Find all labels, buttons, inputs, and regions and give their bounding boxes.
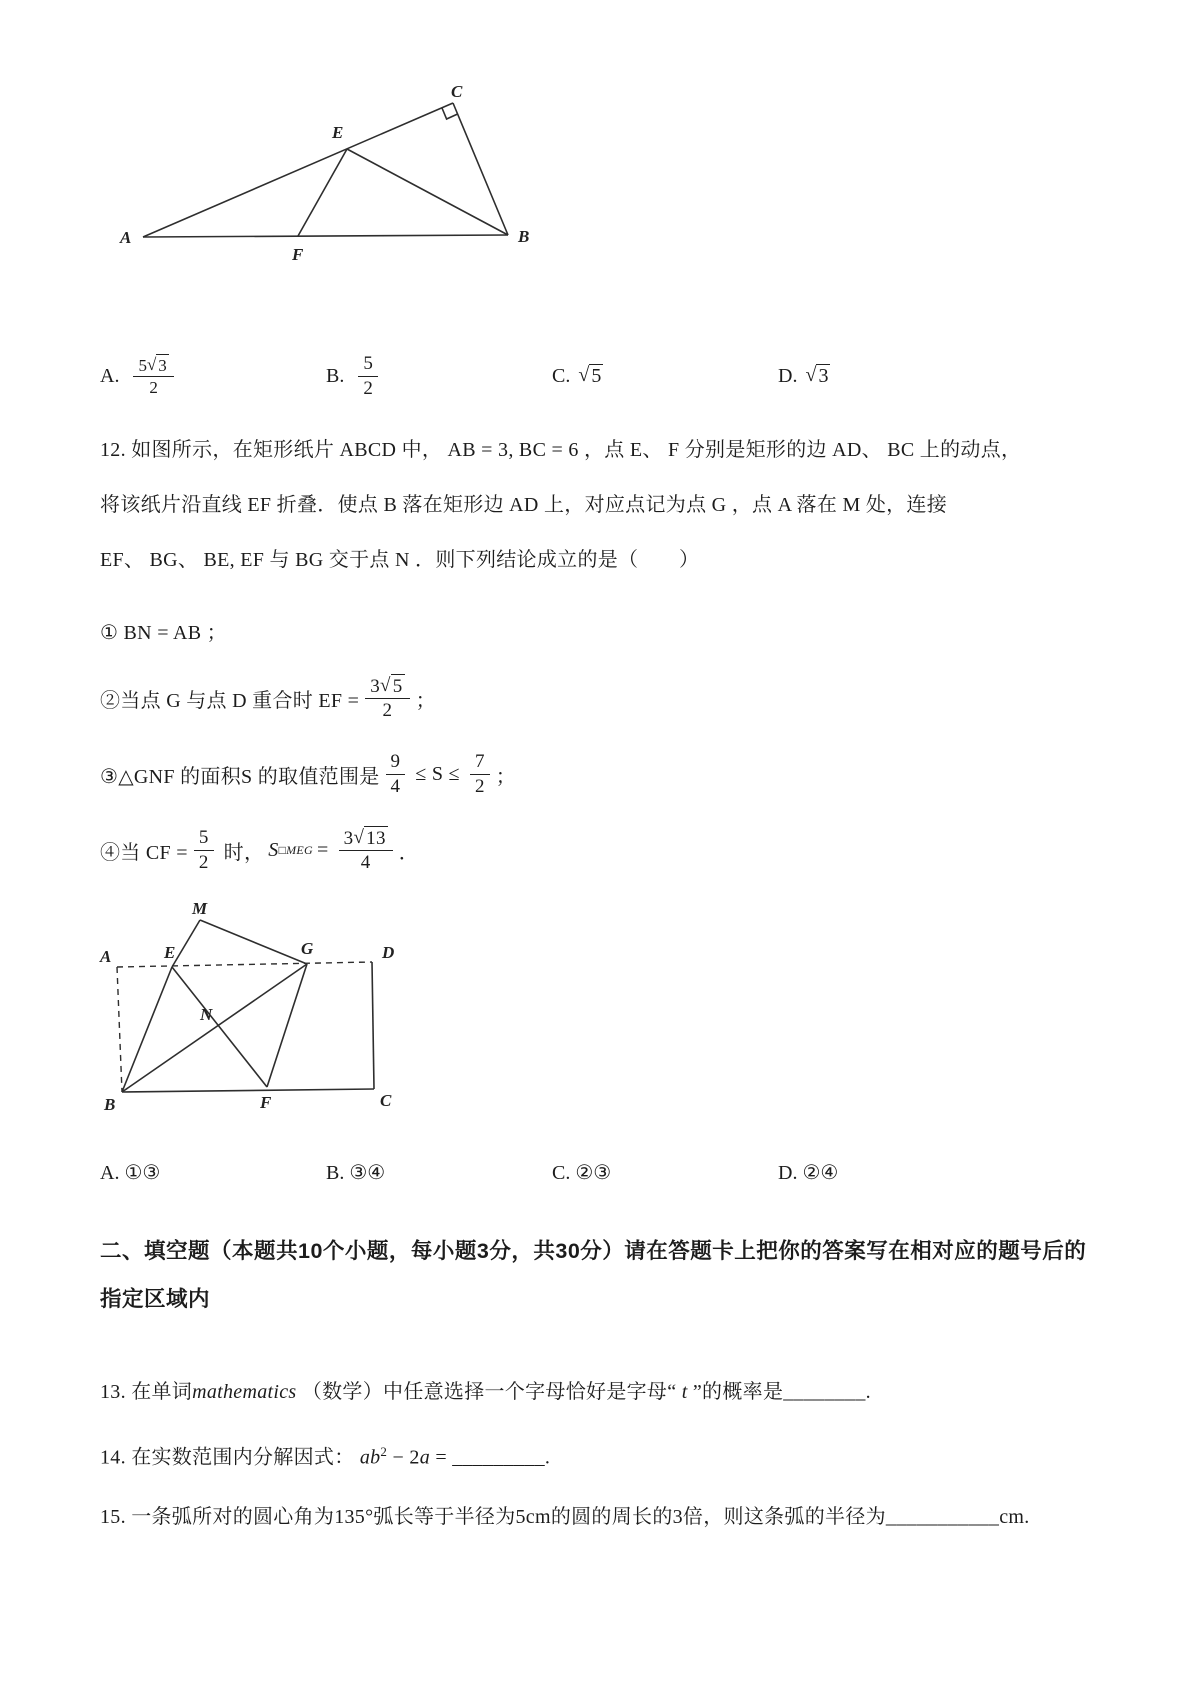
q14-minus: − 2 bbox=[387, 1446, 420, 1469]
statement-4-mid: 时， bbox=[223, 841, 265, 864]
statement-3-pre: ③△GNF 的面积S 的取值范围是 bbox=[100, 765, 380, 788]
fraction-numerator bbox=[365, 674, 409, 700]
q15-text: 15. 一条弧所对的圆心角为135°弧长等于半径为5cm的圆的周长的3倍，则这条弧的半径为___________cm. bbox=[100, 1505, 1030, 1528]
q14-term-a: a bbox=[419, 1446, 431, 1469]
radicand: √ 3 bbox=[818, 365, 829, 388]
statement-3-fraction-1 bbox=[386, 750, 406, 799]
fig2-label-D: D bbox=[382, 943, 395, 962]
radicand: √ 3 bbox=[158, 356, 167, 375]
q12-option-b bbox=[326, 1160, 552, 1185]
rect-edge-DC bbox=[372, 962, 374, 1089]
fraction-denominator: 4 bbox=[360, 852, 371, 874]
segment-EF bbox=[172, 967, 267, 1087]
option-b-label: B. bbox=[326, 364, 345, 387]
fig2-label-B: B bbox=[104, 1095, 116, 1114]
fig1-label-E: E bbox=[332, 123, 344, 142]
q12-statement-2 bbox=[100, 674, 1100, 724]
fraction-numerator: 9 bbox=[386, 750, 406, 775]
option-a-label: A. bbox=[100, 364, 120, 387]
option-a-fraction bbox=[133, 354, 173, 399]
fraction-numerator: 7 bbox=[470, 750, 490, 775]
fig2-label-G: G bbox=[301, 939, 314, 958]
q12-option-c bbox=[552, 1160, 778, 1185]
fig2-label-F: F bbox=[260, 1093, 272, 1112]
statement-2-pre: ②当点 G 与点 D 重合时 EF = bbox=[100, 689, 360, 712]
q13-post: ”的概率是________. bbox=[687, 1381, 871, 1403]
sqrt-radical bbox=[380, 674, 405, 699]
q12-line-2: 将该纸片沿直线 EF 折叠．使点 B 落在矩形边 AD 上，对应点记为点 G ，点 A 落在 M 处，连接 bbox=[100, 493, 948, 516]
question-13 bbox=[100, 1365, 1100, 1420]
option-a-text: A. ①③ bbox=[100, 1162, 161, 1184]
statement-4-pre: ④当 CF = bbox=[100, 841, 188, 864]
statement-3-post: ； bbox=[495, 765, 517, 788]
q12-option-d bbox=[778, 1160, 838, 1185]
radicand: √ 13 bbox=[366, 827, 386, 849]
option-b-fraction bbox=[358, 352, 378, 401]
fraction-denominator: 4 bbox=[390, 775, 401, 797]
option-d-radical bbox=[805, 364, 830, 388]
coef: 3 bbox=[370, 675, 381, 697]
q12-statement-4 bbox=[100, 826, 1100, 876]
fig1-label-B: B bbox=[518, 227, 530, 246]
rect-edge-AD bbox=[117, 962, 372, 967]
q11-option-d bbox=[778, 364, 830, 388]
fraction-denominator: 2 bbox=[149, 378, 158, 398]
coef: 3 bbox=[343, 827, 354, 849]
option-c-radical bbox=[578, 364, 603, 388]
q13-mid: （数学）中任意选择一个字母恰好是字母“ bbox=[296, 1381, 682, 1403]
fraction-numerator: 5 bbox=[358, 352, 378, 377]
statement-4-fraction-1 bbox=[194, 826, 214, 875]
radicand: √ 5 bbox=[591, 365, 602, 388]
fig1-label-A: A bbox=[120, 228, 132, 247]
q14-exponent: 2 bbox=[380, 1444, 388, 1459]
rect-edge-AB bbox=[117, 967, 122, 1092]
q12-line-1: 12. 如图所示，在矩形纸片 ABCD 中， AB = 3, BC = 6 ，点 E、 F 分别是矩形的边 AD、 BC 上的动点， bbox=[100, 438, 1022, 461]
segment-BG bbox=[122, 964, 307, 1092]
q12-line-3: EF、 BG、 BE, EF 与 BG 交于点 N ．则下列结论成立的是（ ） bbox=[100, 548, 700, 571]
q11-option-b bbox=[326, 352, 552, 401]
statement-2-post: ； bbox=[415, 689, 436, 712]
fig1-label-F: F bbox=[292, 245, 304, 264]
statement-4-fraction-2 bbox=[339, 826, 393, 876]
statement-2-fraction bbox=[365, 674, 409, 724]
segment-EB bbox=[122, 967, 172, 1092]
q12-statement-1 bbox=[100, 615, 1100, 647]
fig2-label-M: M bbox=[192, 902, 208, 918]
q12-statement-3 bbox=[100, 750, 1100, 799]
question-14 bbox=[100, 1424, 1100, 1486]
option-d-label: D. bbox=[778, 364, 798, 387]
q14-blank: = _________. bbox=[430, 1446, 551, 1469]
q12-option-a bbox=[100, 1160, 326, 1185]
q13-pre: 13. 在单词 bbox=[100, 1381, 193, 1403]
q14-term-ab: ab bbox=[359, 1446, 381, 1469]
q13-word-mathematics: mathematics bbox=[192, 1381, 297, 1403]
option-c-text: C. ②③ bbox=[552, 1162, 612, 1184]
area-subscript: □MEG bbox=[278, 842, 314, 857]
statement-3-fraction-2 bbox=[470, 750, 490, 799]
segment-GF bbox=[267, 964, 307, 1087]
option-d-text: D. ②④ bbox=[778, 1162, 839, 1184]
segment-ME bbox=[172, 920, 200, 967]
question-15 bbox=[100, 1490, 1100, 1545]
statement-3-inequality: ≤ S ≤ bbox=[415, 762, 460, 785]
radicand: √ 5 bbox=[392, 675, 403, 697]
option-c-label: C. bbox=[552, 364, 571, 387]
equals-sign: = bbox=[317, 838, 329, 861]
fig2-label-A: A bbox=[100, 947, 112, 966]
fraction-numerator bbox=[339, 826, 393, 852]
fraction-numerator bbox=[133, 354, 173, 377]
option-b-text: B. ③④ bbox=[326, 1162, 386, 1184]
edge-AC bbox=[143, 103, 453, 237]
area-symbol: S bbox=[268, 838, 279, 861]
fig2-label-E: E bbox=[164, 943, 176, 962]
fraction-denominator: 2 bbox=[363, 377, 373, 399]
q13-letter-t: t bbox=[681, 1381, 688, 1403]
section-2-header: 二、填空题（本题共10个小题，每小题3分，共30分）请在答题卡上把你的答案写在相对应的题号后的指定区域内 bbox=[100, 1239, 1087, 1311]
q14-pre: 14. 在实数范围内分解因式： bbox=[100, 1446, 355, 1469]
fig2-label-N: N bbox=[200, 1005, 213, 1024]
segment-EB bbox=[347, 149, 508, 235]
fraction-denominator: 2 bbox=[198, 851, 209, 873]
fraction-numerator: 5 bbox=[194, 826, 214, 851]
question-12 bbox=[100, 423, 1100, 588]
fraction-denominator: 2 bbox=[474, 775, 485, 797]
statement-4-post: ． bbox=[398, 841, 420, 864]
rect-edge-BC bbox=[122, 1089, 374, 1092]
edge-CB bbox=[453, 103, 508, 235]
fig1-label-C: C bbox=[451, 85, 463, 101]
coef: 5 bbox=[138, 356, 147, 375]
sqrt-radical bbox=[147, 354, 169, 376]
segment-MG bbox=[200, 920, 307, 964]
q11-options-row bbox=[100, 352, 1100, 401]
statement-1-text: ① BN = AB ； bbox=[100, 622, 227, 644]
segment-EF bbox=[298, 149, 347, 236]
geometry-figure-2 bbox=[92, 902, 422, 1122]
q11-option-a bbox=[100, 354, 326, 399]
q11-option-c bbox=[552, 364, 778, 388]
geometry-figure-1 bbox=[108, 85, 568, 280]
fig2-label-C: C bbox=[380, 1091, 392, 1110]
sqrt-radical bbox=[353, 826, 387, 851]
fraction-denominator: 2 bbox=[382, 700, 393, 722]
edge-AB bbox=[143, 235, 508, 237]
q12-options-row bbox=[100, 1160, 1100, 1185]
